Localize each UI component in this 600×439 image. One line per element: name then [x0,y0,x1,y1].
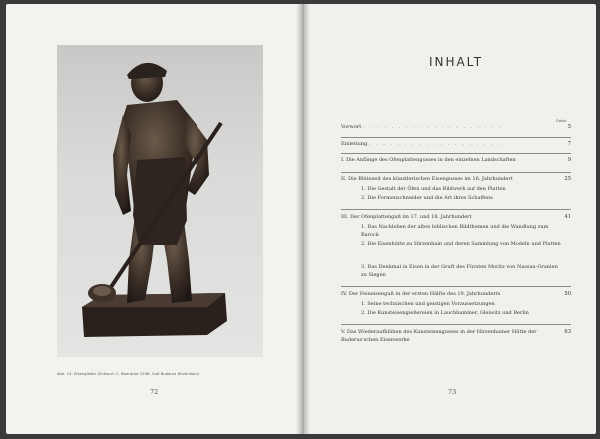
figure-caption: Abb. 14. Eisengießer (Entwurf: C. Beeracke 1936. Guß Buderus Hirzenhain) [57,372,200,376]
book-gutter [296,4,310,434]
toc-entry[interactable]: IV. Der Feineisenguß in der ersten Hälfte des 19. Jahrhunderts 50 [341,291,571,297]
toc-divider [341,172,571,173]
toc-divider [341,137,571,138]
sculpture-photo [57,45,263,357]
toc-entry[interactable]: Vorwort . . . . . . . . . . . . . . . . . . . . 5 [341,124,571,130]
toc-subentry[interactable]: 1. Die Gestalt der Öfen und das Bildwerk auf den Platten [361,186,506,192]
toc-subentry[interactable]: 3. Das Denkmal in Eisen in der Gruft des Fürsten Moritz von Nassau-Oranien zu Siegen [361,264,558,278]
toc-divider [341,324,571,325]
toc-title: INHALT [428,55,484,69]
toc-entry[interactable]: III. Der Ofenplattenguß im 17. und 18. Jahrhundert 41 [341,214,571,220]
toc-subentry[interactable]: 1. Das Nachleben der alten biblischen Bildthemen und die Wandlung zum Barock [361,224,549,238]
right-page-number: 73 [448,388,457,396]
iron-founder-statue-image [57,45,263,357]
toc-divider [341,286,571,287]
toc-entry[interactable]: I. Die Anfänge des Ofenplattengusses in den einzelnen Landschaften 9 [341,157,571,163]
toc-subentry[interactable]: 2. Die Formenschneider und die Art ihres Schaffens [361,195,493,201]
toc-entry[interactable]: II. Die Blütezeit des künstlerischen Eisengusses im 16. Jahrhundert 25 [341,176,571,182]
toc-divider [341,209,571,210]
toc-entry[interactable]: Einleitung . . . . . . . . . . . . . . . . . . . 7 [341,141,571,147]
toc-subentry[interactable]: 2. Die Kunsteisengießereien in Lauchhammer, Gleiwitz und Berlin [361,310,529,316]
left-page-number: 72 [150,388,159,396]
seite-label: Seite [556,118,567,123]
toc-divider [341,153,571,154]
toc-entry[interactable]: V. Das Wiederaufblühen des Kunsteisengusses in der Hirzenhainer Hütte der Buderus'schen Eisenwerke 63 [341,329,571,343]
toc-subentry[interactable]: 1. Seine technischen und geistigen Voraussetzungen [361,301,495,307]
toc-subentry[interactable]: 2. Die Eisenhütte zu Hirzenhain und deren Sammlung von Modeln und Platten [361,241,561,247]
